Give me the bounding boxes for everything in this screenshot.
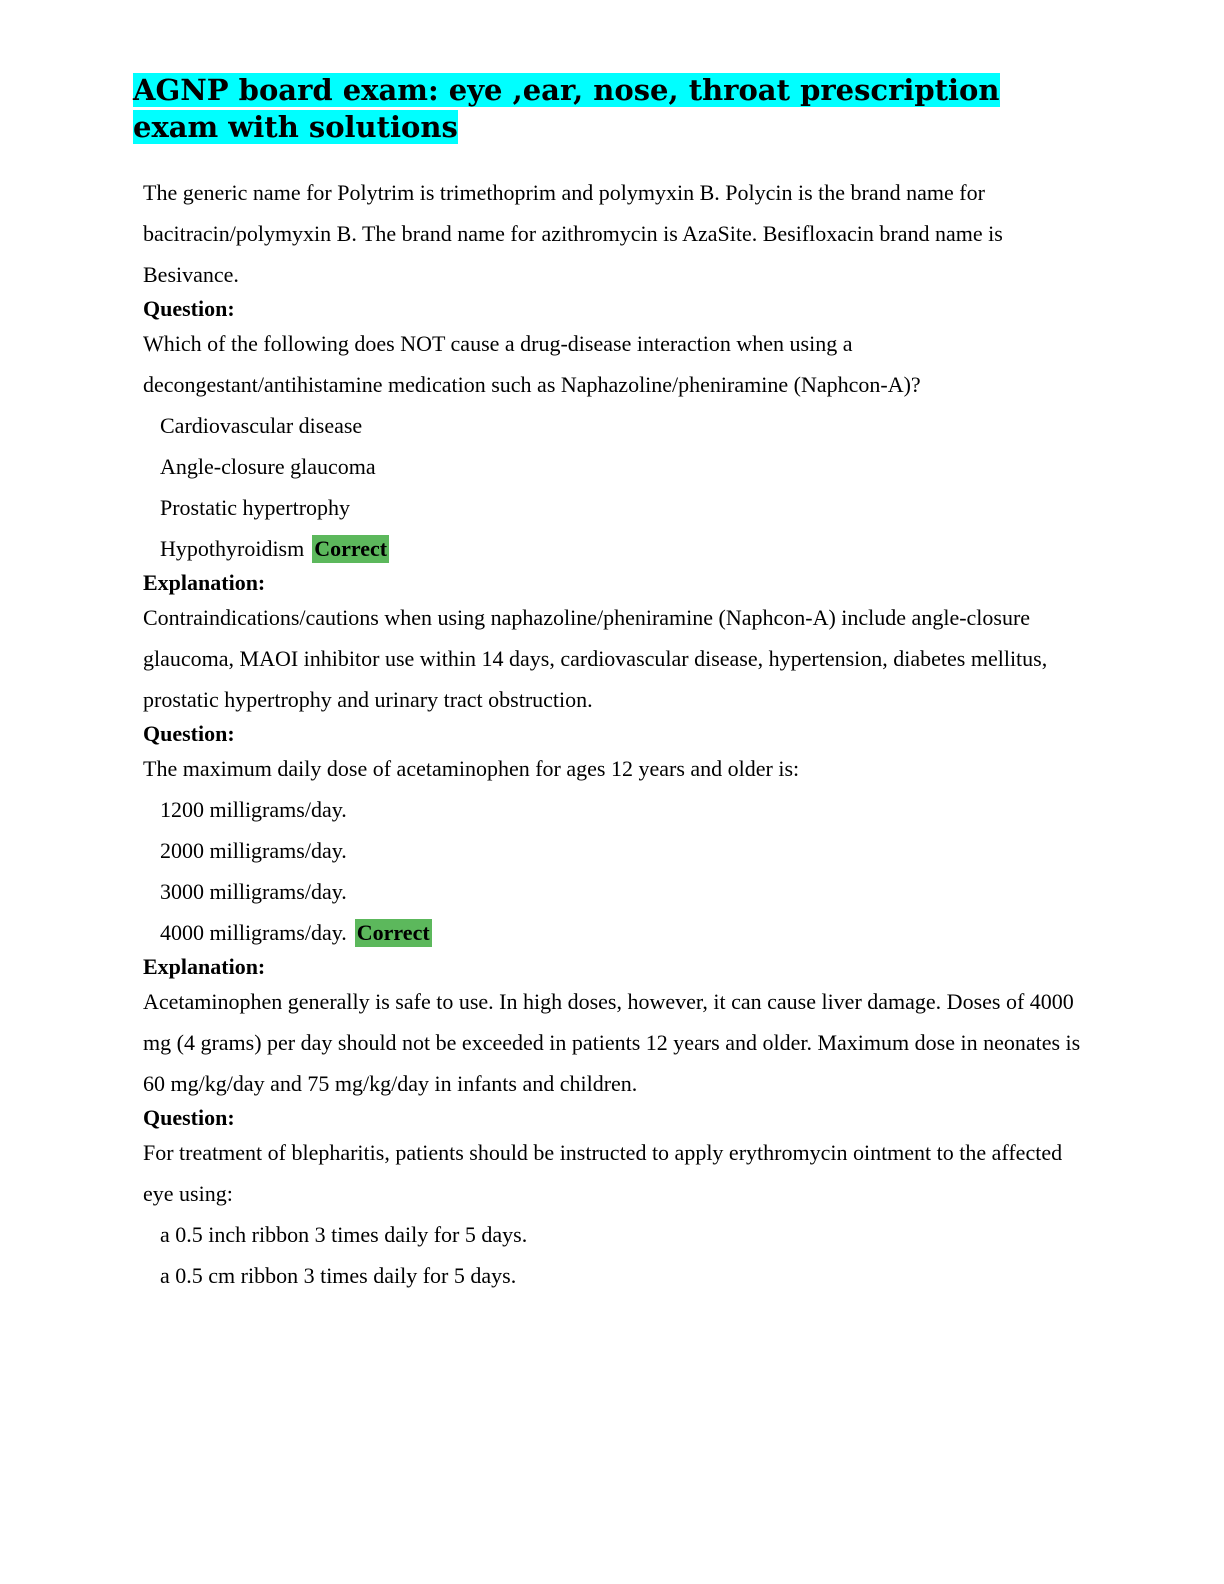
answer-option: 1200 milligrams/day. <box>160 797 347 822</box>
answer-option: a 0.5 inch ribbon 3 times daily for 5 days. <box>160 1222 528 1247</box>
intro-paragraph: The generic name for Polytrim is trimethoprim and polymyxin B. Polycin is the brand name for bacitracin/polymyxin B. The brand name for azithromycin is AzaSite. Besifloxacin brand name is Besivance. <box>143 180 1003 287</box>
question-label: Question: <box>143 721 235 746</box>
answer-option-correct <box>143 912 1083 953</box>
answer-option: a 0.5 cm ribbon 3 times daily for 5 days. <box>160 1263 517 1288</box>
answer-option-text: 4000 milligrams/day. <box>160 920 347 945</box>
question-text: For treatment of blepharitis, patients should be instructed to apply erythromycin ointment to the affected eye using: <box>143 1140 1063 1206</box>
document-title <box>133 72 1073 146</box>
explanation-label: Explanation: <box>143 954 266 979</box>
question-label: Question: <box>143 296 235 321</box>
answer-option: 2000 milligrams/day. <box>160 838 347 863</box>
answer-option: 3000 milligrams/day. <box>160 879 347 904</box>
question-label: Question: <box>143 1105 235 1130</box>
answer-option-correct <box>143 528 1083 569</box>
explanation-text: Contraindications/cautions when using naphazoline/pheniramine (Naphcon-A) include angle-closure glaucoma, MAOI inhibitor use within 14 days, cardiovascular disease, hypertension, diabetes mellitus, prostatic hypertrophy and urinary tract obstruction. <box>143 605 1048 712</box>
answer-option: Prostatic hypertrophy <box>160 495 351 520</box>
question-text: Which of the following does NOT cause a drug-disease interaction when using a decongestant/antihistamine medication such as Naphazoline/pheniramine (Naphcon-A)? <box>143 331 921 397</box>
answer-option-text: Hypothyroidism <box>160 536 305 561</box>
question-text: The maximum daily dose of acetaminophen for ages 12 years and older is: <box>143 756 800 781</box>
title-highlight: AGNP board exam: eye ,ear, nose, throat prescription exam with solutions <box>133 73 1000 144</box>
answer-option: Cardiovascular disease <box>160 413 363 438</box>
document-body <box>143 172 1083 1296</box>
correct-badge: Correct <box>314 536 388 561</box>
explanation-text: Acetaminophen generally is safe to use. In high doses, however, it can cause liver damage. Doses of 4000 mg (4 grams) per day should not be exceeded in patients 12 years and older. Maximum dose in neonates is 60 mg/kg/day and 75 mg/kg/day in infants and children. <box>143 989 1081 1096</box>
answer-option: Angle-closure glaucoma <box>160 454 376 479</box>
explanation-label: Explanation: <box>143 570 266 595</box>
correct-badge: Correct <box>356 920 430 945</box>
